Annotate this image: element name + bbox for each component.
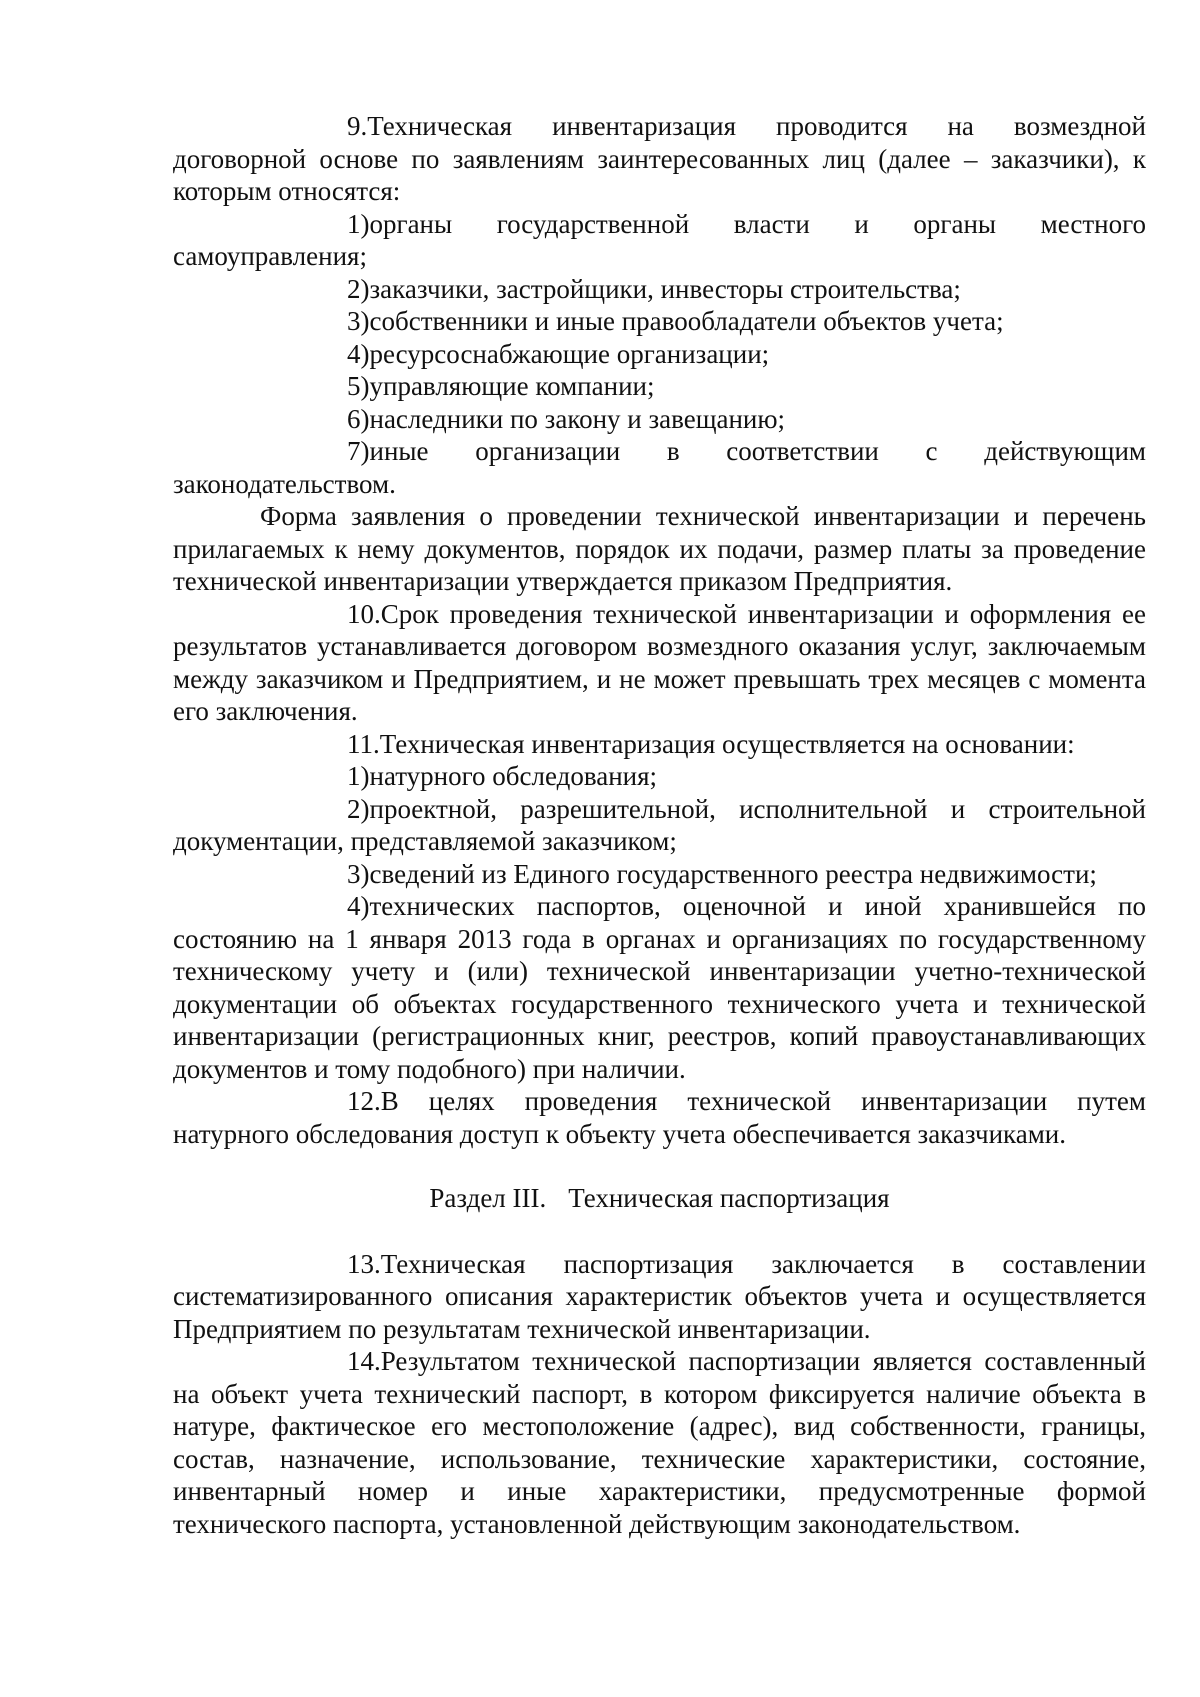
list-item-text: собственники и иные правообладатели объектов учета; [369,306,1004,336]
list-item-4 [173,890,1146,1085]
list-item-text: сведений из Единого государственного реестра недвижимости; [369,858,1097,889]
list-item-2 [173,793,1146,858]
paragraph-text: Результатом технической паспортизации является составленный на объект учета технический паспорт, в котором фиксируется наличие объекта в натуре, фактическое его местоположение (адрес), вид собственности, границы, состав, назначение, использование, технические характеристики, состояние, инвентарный номер и иные характеристики, предусмотренные формой технического паспорта, установленной действующим законодательством. [173,1346,1146,1539]
list-item-text: проектной, разрешительной, исполнительной и строительной документации, представляемой заказчиком; [173,793,1146,856]
list-item-5 [173,370,1146,403]
paragraph-13 [173,1248,1146,1346]
paragraph-number: 14. [347,1346,381,1376]
paragraph-11 [173,728,1146,761]
list-item-number: 4) [347,891,370,921]
list-item-text: органы государственной власти и органы местного самоуправления; [173,208,1146,271]
paragraph-12 [173,1085,1146,1150]
paragraph-text: В целях проведения технической инвентаризации путем натурного обследования доступ к объекту учета обеспечивается заказчиками. [173,1086,1146,1149]
document-page [173,110,1146,1540]
list-item-number: 4) [347,338,370,369]
list-item-number: 5) [347,371,370,401]
paragraph-number: 9. [347,111,368,141]
section-title: Техническая паспортизация [568,1183,890,1213]
list-item-text: управляющие компании; [369,371,655,401]
list-item-text: наследники по закону и завещанию; [369,403,786,434]
list-item-3 [173,858,1146,891]
list-item-text: натурного обследования; [369,761,658,791]
list-item-text: иные организации в соответствии с действующим законодательством. [173,436,1146,499]
section-heading [173,1182,1146,1215]
list-item-number: 2) [347,273,370,304]
paragraph-text: Форма заявления о проведении технической инвентаризации и перечень прилагаемых к нему документов, порядок их подачи, размер платы за проведение технической инвентаризации утверждается приказом Предприятия. [173,501,1146,596]
paragraph-number: 10. [347,598,381,629]
paragraph-application-form [173,500,1146,598]
list-item-number: 2) [347,793,370,824]
paragraph-10 [173,598,1146,728]
list-item-2 [173,273,1146,306]
list-item-number: 7) [347,436,370,466]
list-item-number: 6) [347,403,370,434]
list-item-number: 3) [347,306,370,336]
paragraph-number: 11. [347,728,380,759]
paragraph-number: 12. [347,1086,381,1116]
section-number: Раздел III. [429,1183,547,1213]
list-item-text: ресурсоснабжающие организации; [369,338,770,369]
list-item-4 [173,338,1146,371]
paragraph-14 [173,1345,1146,1540]
list-item-number: 3) [347,858,370,889]
paragraph-text: Срок проведения технической инвентаризации и оформления ее результатов устанавливается договором возмездного оказания услуг, заключаемым между заказчиком и Предприятием, и не может превышать трех месяцев с момента его заключения. [173,598,1146,726]
list-item-1 [173,760,1146,793]
paragraph-text: Техническая инвентаризация осуществляется на основании: [379,728,1075,759]
list-item-3 [173,305,1146,338]
paragraph-number: 13. [347,1248,381,1279]
paragraph-text: Техническая паспортизация заключается в составлении систематизированного описания характеристик объектов учета и осуществляется Предприятием по результатам технической инвентаризации. [173,1248,1146,1344]
list-item-number: 1) [347,761,370,791]
list-item-6 [173,403,1146,436]
list-item-7 [173,435,1146,500]
paragraph-text: Техническая инвентаризация проводится на возмездной договорной основе по заявлениям заинтересованных лиц (далее – заказчики), к которым относятся: [173,111,1146,206]
paragraph-9 [173,110,1146,208]
list-item-text: технических паспортов, оценочной и иной хранившейся по состоянию на 1 января 2013 года в органах и организациях по государственному техническому учету и (или) технической инвентаризации учетно-технической документации об объектах государственного технического учета и технической инвентаризации (регистрационных книг, реестров, копий правоустанавливающих документов и тому подобного) при наличии. [173,891,1146,1084]
list-item-number: 1) [347,208,370,239]
list-item-text: заказчики, застройщики, инвесторы строительства; [369,273,961,304]
list-item-1 [173,208,1146,273]
